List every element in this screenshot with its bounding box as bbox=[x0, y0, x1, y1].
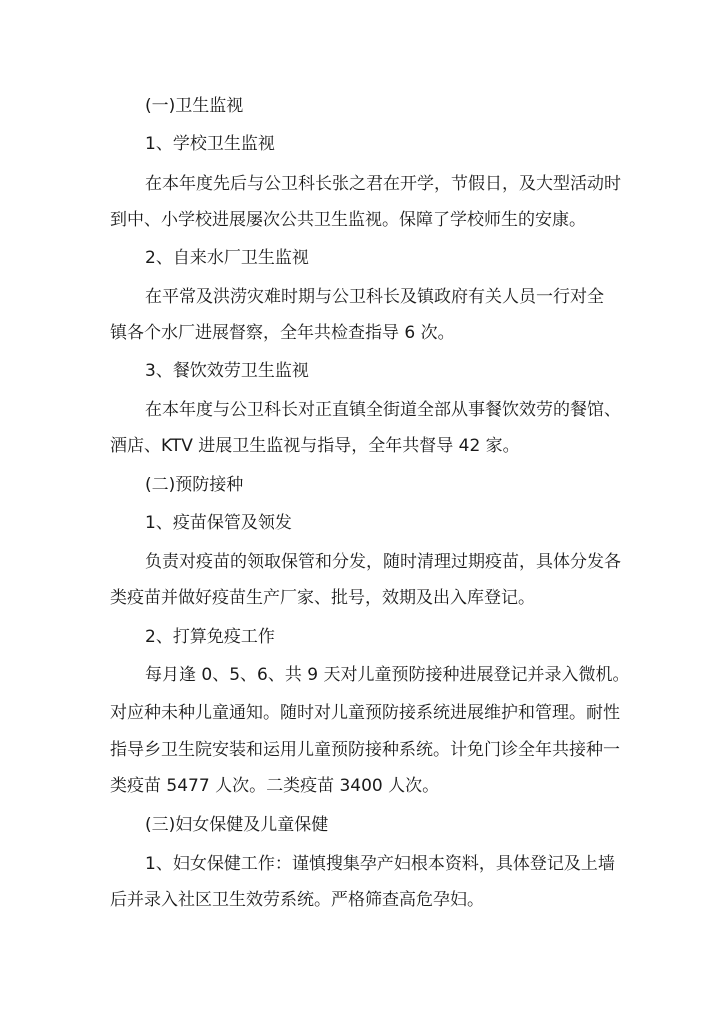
paragraph-line: 在本年度与公卫科长对正直镇全街道全部从事餐饮效劳的餐馆、 bbox=[145, 400, 621, 420]
paragraph-line: 对应种未种儿童通知。随时对儿童预防接系统进展维护和管理。耐性 bbox=[110, 703, 620, 723]
paragraph-line: 后并录入社区卫生效劳系统。严格筛查高危孕妇。 bbox=[110, 890, 484, 910]
paragraph-line: 镇各个水厂进展督察，全年共检查指导 6 次。 bbox=[110, 323, 455, 343]
subheading-waterworks-hygiene: 2、自来水厂卫生监视 bbox=[145, 248, 309, 268]
subheading-school-hygiene: 1、学校卫生监视 bbox=[145, 134, 275, 154]
paragraph-line: 类疫苗 5477 人次。二类疫苗 3400 人次。 bbox=[110, 776, 440, 796]
paragraph-line: 在本年度先后与公卫科长张之君在开学，节假日，及大型活动时 bbox=[145, 174, 621, 194]
paragraph-line: 指导乡卫生院安装和运用儿童预防接种系统。计免门诊全年共接种一 bbox=[110, 740, 620, 760]
subheading-catering-hygiene: 3、餐饮效劳卫生监视 bbox=[145, 361, 309, 381]
paragraph-line: 负责对疫苗的领取保管和分发，随时清理过期疫苗，具体分发各 bbox=[145, 552, 621, 572]
section-heading-maternal-child-care: (三)妇女保健及儿童保健 bbox=[145, 815, 329, 835]
subheading-immunization-plan: 2、打算免疫工作 bbox=[145, 627, 275, 647]
subheading-vaccine-storage: 1、疫苗保管及领发 bbox=[145, 513, 292, 533]
paragraph-line: 在平常及洪涝灾难时期与公卫科长及镇政府有关人员一行对全 bbox=[145, 287, 604, 307]
paragraph-line: 1、妇女保健工作：谨慎搜集孕产妇根本资料，具体登记及上墙 bbox=[145, 854, 615, 874]
section-heading-hygiene-supervision: (一)卫生监视 bbox=[145, 96, 244, 116]
paragraph-line: 每月逢 0、5、6、共 9 天对儿童预防接种进展登记并录入微机。 bbox=[145, 665, 630, 685]
section-heading-vaccination: (二)预防接种 bbox=[145, 475, 244, 495]
paragraph-line: 类疫苗并做好疫苗生产厂家、批号，效期及出入库登记。 bbox=[110, 588, 535, 608]
paragraph-line: 到中、小学校进展屡次公共卫生监视。保障了学校师生的安康。 bbox=[110, 210, 586, 230]
paragraph-line: 酒店、KTV 进展卫生监视与指导，全年共督导 42 家。 bbox=[110, 436, 520, 456]
